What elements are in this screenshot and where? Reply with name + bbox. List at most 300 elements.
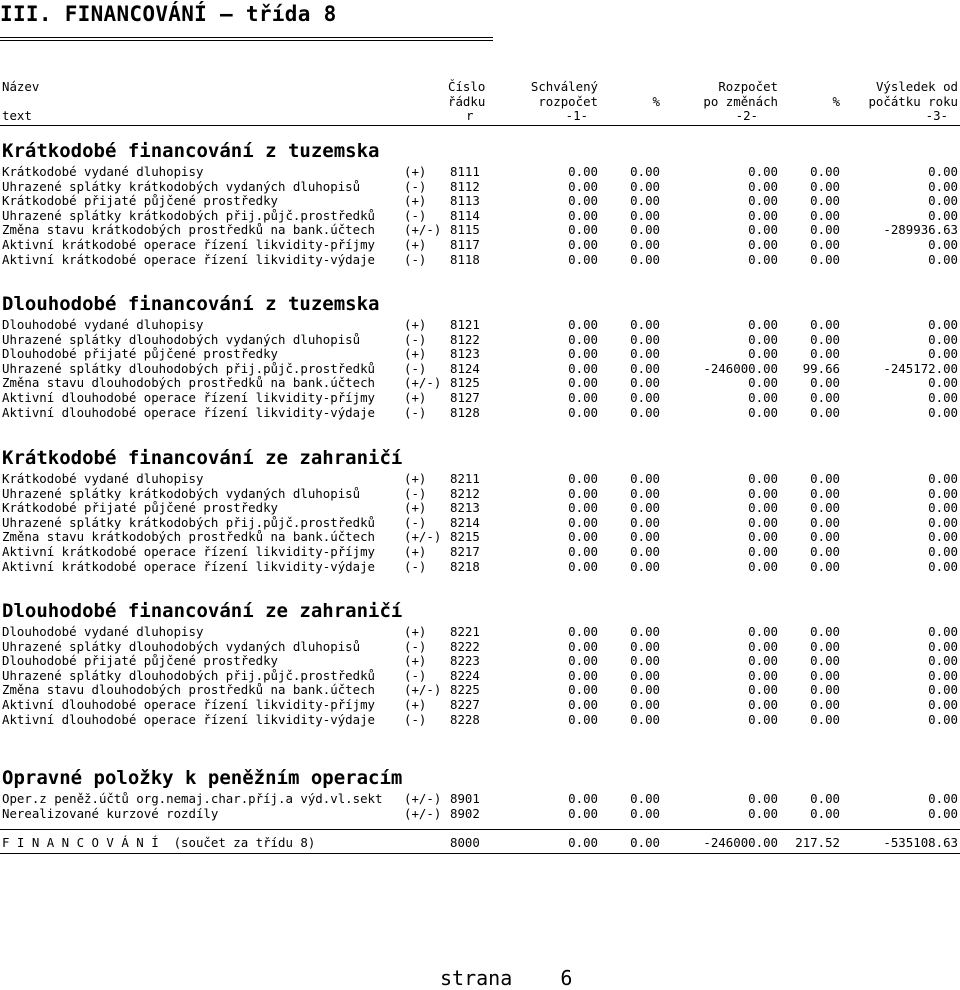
row-sign: (-)	[404, 207, 427, 223]
row-vysledek: 0.00	[928, 207, 958, 223]
table-row	[0, 317, 960, 332]
row-sign: (-)	[404, 404, 427, 420]
table-row	[0, 390, 960, 405]
row-vysledek: 0.00	[928, 178, 958, 194]
table-row	[0, 486, 960, 501]
row-rozpocet: 0.00	[748, 178, 778, 194]
row-rozpocet: 0.00	[748, 638, 778, 654]
row-code: 8901	[450, 791, 480, 806]
row-rozpocet: 0.00	[748, 529, 778, 545]
row-name: Aktivní dlouhodobé operace řízení likvidity-výdaje	[2, 404, 375, 420]
row-pct2: 0.00	[810, 682, 840, 698]
row-pct2: 0.00	[810, 251, 840, 267]
row-pct2: 99.66	[802, 360, 840, 376]
row-code: 8111	[450, 164, 480, 179]
row-sign: (+/-)	[404, 682, 442, 698]
row-name: Krátkodobé vydané dluhopisy	[2, 471, 204, 486]
table-row	[0, 179, 960, 194]
row-pct2: 0.00	[810, 317, 840, 332]
row-vysledek: 0.00	[928, 331, 958, 347]
row-sign: (+)	[404, 697, 427, 712]
row-schvaleny: 0.00	[568, 514, 598, 530]
row-vysledek: 0.00	[928, 805, 958, 821]
row-rozpocet: 0.00	[748, 667, 778, 683]
row-sign: (+)	[404, 544, 427, 559]
total-rozpocet: -246000.00	[703, 835, 778, 850]
section-heading: Dlouhodobé financování ze zahraničí	[2, 600, 403, 622]
row-pct1: 0.00	[630, 193, 660, 209]
row-code: 8214	[450, 514, 480, 530]
table-row	[0, 806, 960, 821]
row-sign: (+)	[404, 471, 427, 486]
row-sign: (-)	[404, 485, 427, 501]
row-pct1: 0.00	[630, 624, 660, 639]
row-pct1: 0.00	[630, 251, 660, 267]
row-rozpocet: 0.00	[748, 222, 778, 238]
row-pct1: 0.00	[630, 375, 660, 391]
row-rozpocet: 0.00	[748, 390, 778, 405]
header-pct1: %	[652, 94, 660, 109]
table-row	[0, 346, 960, 361]
row-pct1: 0.00	[630, 638, 660, 654]
row-code: 8113	[450, 193, 480, 209]
row-schvaleny: 0.00	[568, 529, 598, 545]
table-row	[0, 252, 960, 267]
total-rule-bottom	[0, 853, 960, 854]
row-code: 8225	[450, 682, 480, 698]
row-name: Dlouhodobé přijaté půjčené prostředky	[2, 346, 279, 362]
row-code: 8223	[450, 653, 480, 669]
row-pct2: 0.00	[810, 667, 840, 683]
row-vysledek: 0.00	[928, 544, 958, 559]
row-pct2: 0.00	[810, 207, 840, 223]
row-vysledek: 0.00	[928, 375, 958, 391]
row-vysledek: 0.00	[928, 711, 958, 727]
total-vysledek: -535108.63	[883, 835, 958, 850]
row-code: 8114	[450, 207, 480, 223]
row-code: 8122	[450, 331, 480, 347]
row-schvaleny: 0.00	[568, 360, 598, 376]
row-sign: (-)	[404, 711, 427, 727]
row-pct1: 0.00	[630, 697, 660, 712]
row-rozpocet: 0.00	[748, 514, 778, 530]
row-sign: (+)	[404, 500, 427, 516]
row-sign: (+)	[404, 624, 427, 639]
row-pct1: 0.00	[630, 500, 660, 516]
row-pct2: 0.00	[810, 485, 840, 501]
row-name: Dlouhodobé vydané dluhopisy	[2, 317, 204, 332]
row-schvaleny: 0.00	[568, 317, 598, 332]
row-vysledek: 0.00	[928, 471, 958, 486]
row-code: 8124	[450, 360, 480, 376]
row-schvaleny: 0.00	[568, 697, 598, 712]
row-name: Aktivní krátkodobé operace řízení likvidity-příjmy	[2, 237, 375, 252]
row-pct1: 0.00	[630, 667, 660, 683]
row-rozpocet: 0.00	[748, 697, 778, 712]
row-name: Krátkodobé přijaté půjčené prostředky	[2, 500, 279, 516]
row-pct2: 0.00	[810, 178, 840, 194]
table-row	[0, 682, 960, 697]
row-schvaleny: 0.00	[568, 375, 598, 391]
row-code: 8211	[450, 471, 480, 486]
row-rozpocet: 0.00	[748, 805, 778, 821]
row-sign: (+/-)	[404, 375, 442, 391]
row-pct2: 0.00	[810, 544, 840, 559]
row-code: 8228	[450, 711, 480, 727]
header-schvaleny-2: rozpočet	[538, 94, 598, 109]
title-rule	[0, 40, 493, 41]
row-pct2: 0.00	[810, 653, 840, 669]
header-r: r	[466, 108, 474, 123]
row-code: 8112	[450, 178, 480, 194]
row-code: 8221	[450, 624, 480, 639]
row-rozpocet: 0.00	[748, 404, 778, 420]
row-rozpocet: 0.00	[748, 251, 778, 267]
row-pct2: 0.00	[810, 331, 840, 347]
page-number: strana 6	[440, 966, 573, 990]
row-schvaleny: 0.00	[568, 178, 598, 194]
row-code: 8222	[450, 638, 480, 654]
row-vysledek: 0.00	[928, 667, 958, 683]
row-schvaleny: 0.00	[568, 711, 598, 727]
row-schvaleny: 0.00	[568, 207, 598, 223]
row-pct2: 0.00	[810, 471, 840, 486]
row-vysledek: 0.00	[928, 682, 958, 698]
row-pct2: 0.00	[810, 805, 840, 821]
row-sign: (+)	[404, 237, 427, 252]
row-code: 8215	[450, 529, 480, 545]
row-sign: (-)	[404, 667, 427, 683]
row-code: 8212	[450, 485, 480, 501]
row-rozpocet: 0.00	[748, 558, 778, 574]
row-rozpocet: 0.00	[748, 500, 778, 516]
row-sign: (+)	[404, 653, 427, 669]
row-pct2: 0.00	[810, 222, 840, 238]
row-vysledek: 0.00	[928, 346, 958, 362]
row-pct1: 0.00	[630, 805, 660, 821]
table-row	[0, 361, 960, 376]
row-sign: (-)	[404, 638, 427, 654]
table-row	[0, 405, 960, 420]
row-code: 8123	[450, 346, 480, 362]
row-pct2: 0.00	[810, 791, 840, 806]
row-schvaleny: 0.00	[568, 544, 598, 559]
header-rozpocet-2: po změnách	[703, 94, 778, 109]
row-name: Změna stavu dlouhodobých prostředků na bank.účtech	[2, 682, 375, 698]
row-pct1: 0.00	[630, 529, 660, 545]
row-pct2: 0.00	[810, 164, 840, 179]
row-rozpocet: 0.00	[748, 237, 778, 252]
header-vysledek-2: počátku roku	[868, 94, 958, 109]
row-schvaleny: 0.00	[568, 164, 598, 179]
row-schvaleny: 0.00	[568, 404, 598, 420]
row-schvaleny: 0.00	[568, 653, 598, 669]
row-schvaleny: 0.00	[568, 558, 598, 574]
total-rule-top	[0, 829, 960, 830]
header-pct2: %	[832, 94, 840, 109]
row-name: Krátkodobé vydané dluhopisy	[2, 164, 204, 179]
row-vysledek: 0.00	[928, 638, 958, 654]
row-rozpocet: 0.00	[748, 653, 778, 669]
row-name: Aktivní krátkodobé operace řízení likvidity-příjmy	[2, 544, 375, 559]
row-rozpocet: 0.00	[748, 346, 778, 362]
row-pct1: 0.00	[630, 471, 660, 486]
row-vysledek: -245172.00	[883, 360, 958, 376]
row-pct1: 0.00	[630, 360, 660, 376]
row-pct1: 0.00	[630, 222, 660, 238]
row-name: Uhrazené splátky krátkodobých přij.půjč.prostředků	[2, 514, 375, 530]
row-code: 8127	[450, 390, 480, 405]
row-vysledek: 0.00	[928, 164, 958, 179]
row-schvaleny: 0.00	[568, 331, 598, 347]
row-rozpocet: 0.00	[748, 193, 778, 209]
row-pct2: 0.00	[810, 514, 840, 530]
total-pct1: 0.00	[630, 835, 660, 850]
row-pct1: 0.00	[630, 485, 660, 501]
row-pct1: 0.00	[630, 558, 660, 574]
row-name: Aktivní krátkodobé operace řízení likvidity-výdaje	[2, 558, 375, 574]
row-sign: (+/-)	[404, 529, 442, 545]
table-row	[0, 697, 960, 712]
table-row	[0, 712, 960, 727]
row-rozpocet: 0.00	[748, 624, 778, 639]
table-row	[0, 500, 960, 515]
row-schvaleny: 0.00	[568, 500, 598, 516]
row-pct1: 0.00	[630, 682, 660, 698]
row-vysledek: 0.00	[928, 653, 958, 669]
total-row	[0, 835, 960, 850]
row-pct1: 0.00	[630, 514, 660, 530]
row-sign: (+)	[404, 390, 427, 405]
row-rozpocet: 0.00	[748, 544, 778, 559]
row-rozpocet: 0.00	[748, 331, 778, 347]
row-name: Uhrazené splátky dlouhodobých přij.půjč.prostředků	[2, 667, 375, 683]
row-pct2: 0.00	[810, 529, 840, 545]
row-code: 8218	[450, 558, 480, 574]
row-schvaleny: 0.00	[568, 251, 598, 267]
header-vysledek: Výsledek od	[875, 79, 958, 94]
table-row	[0, 208, 960, 223]
row-pct1: 0.00	[630, 653, 660, 669]
table-row	[0, 624, 960, 639]
row-pct2: 0.00	[810, 624, 840, 639]
header-cislo-2: řádku	[448, 94, 486, 109]
row-sign: (-)	[404, 558, 427, 574]
row-name: Aktivní dlouhodobé operace řízení likvidity-výdaje	[2, 711, 375, 727]
row-pct1: 0.00	[630, 346, 660, 362]
row-rozpocet: 0.00	[748, 711, 778, 727]
row-vysledek: 0.00	[928, 485, 958, 501]
row-sign: (-)	[404, 360, 427, 376]
row-pct1: 0.00	[630, 164, 660, 179]
row-sign: (+/-)	[404, 222, 442, 238]
table-row	[0, 559, 960, 574]
row-code: 8224	[450, 667, 480, 683]
header-col1: -1-	[565, 108, 588, 123]
row-pct1: 0.00	[630, 711, 660, 727]
row-code: 8213	[450, 500, 480, 516]
row-code: 8121	[450, 317, 480, 332]
total-pct2: 217.52	[795, 835, 840, 850]
row-vysledek: 0.00	[928, 237, 958, 252]
row-sign: (+)	[404, 193, 427, 209]
table-row	[0, 529, 960, 544]
row-name: Nerealizované kurzové rozdíly	[2, 805, 219, 821]
row-schvaleny: 0.00	[568, 667, 598, 683]
header-col3: -3-	[925, 108, 948, 123]
table-row	[0, 639, 960, 654]
row-code: 8118	[450, 251, 480, 267]
page-title: III. FINANCOVÁNÍ – třída 8	[0, 2, 337, 26]
row-sign: (+)	[404, 317, 427, 332]
row-code: 8128	[450, 404, 480, 420]
row-name: Aktivní dlouhodobé operace řízení likvidity-příjmy	[2, 390, 375, 405]
row-schvaleny: 0.00	[568, 638, 598, 654]
row-vysledek: 0.00	[928, 193, 958, 209]
row-sign: (+)	[404, 346, 427, 362]
table-row	[0, 222, 960, 237]
row-name: Uhrazené splátky krátkodobých přij.půjč.prostředků	[2, 207, 375, 223]
table-row	[0, 515, 960, 530]
section-heading: Krátkodobé financování z tuzemska	[2, 140, 380, 162]
row-name: Uhrazené splátky krátkodobých vydaných dluhopisů	[2, 178, 361, 194]
row-pct2: 0.00	[810, 558, 840, 574]
row-name: Změna stavu dlouhodobých prostředků na bank.účtech	[2, 375, 375, 391]
total-code: 8000	[450, 835, 480, 850]
row-name: Krátkodobé přijaté půjčené prostředky	[2, 193, 279, 209]
row-rozpocet: -246000.00	[703, 360, 778, 376]
header-rule	[0, 125, 960, 126]
row-name: Aktivní krátkodobé operace řízení likvidity-výdaje	[2, 251, 375, 267]
table-row	[0, 332, 960, 347]
row-pct2: 0.00	[810, 711, 840, 727]
row-pct1: 0.00	[630, 404, 660, 420]
row-name: Uhrazené splátky dlouhodobých přij.půjč.prostředků	[2, 360, 375, 376]
row-rozpocet: 0.00	[748, 207, 778, 223]
row-vysledek: 0.00	[928, 529, 958, 545]
row-vysledek: 0.00	[928, 390, 958, 405]
row-pct2: 0.00	[810, 375, 840, 391]
row-vysledek: 0.00	[928, 558, 958, 574]
row-pct2: 0.00	[810, 638, 840, 654]
row-rozpocet: 0.00	[748, 471, 778, 486]
row-name: Oper.z peněž.účtů org.nemaj.char.příj.a výd.vl.sekt	[2, 791, 383, 806]
row-sign: (-)	[404, 514, 427, 530]
row-schvaleny: 0.00	[568, 791, 598, 806]
row-code: 8115	[450, 222, 480, 238]
table-row	[0, 471, 960, 486]
header-rozpocet: Rozpočet	[718, 79, 778, 94]
row-schvaleny: 0.00	[568, 222, 598, 238]
header-col2: -2-	[735, 108, 758, 123]
row-schvaleny: 0.00	[568, 390, 598, 405]
row-rozpocet: 0.00	[748, 485, 778, 501]
table-row	[0, 653, 960, 668]
row-vysledek: 0.00	[928, 404, 958, 420]
table-row	[0, 375, 960, 390]
row-code: 8902	[450, 805, 480, 821]
row-name: Dlouhodobé vydané dluhopisy	[2, 624, 204, 639]
row-code: 8117	[450, 237, 480, 252]
header-name: Název	[2, 79, 40, 94]
row-pct2: 0.00	[810, 697, 840, 712]
row-name: Aktivní dlouhodobé operace řízení likvidity-příjmy	[2, 697, 375, 712]
row-name: Uhrazené splátky krátkodobých vydaných dluhopisů	[2, 485, 361, 501]
section-heading: Krátkodobé financování ze zahraničí	[2, 447, 403, 469]
table-row	[0, 237, 960, 252]
section-heading: Opravné položky k peněžním operacím	[2, 767, 403, 789]
row-pct1: 0.00	[630, 207, 660, 223]
title-rule	[0, 37, 493, 38]
row-rozpocet: 0.00	[748, 375, 778, 391]
row-pct2: 0.00	[810, 500, 840, 516]
row-code: 8227	[450, 697, 480, 712]
table-row	[0, 544, 960, 559]
row-schvaleny: 0.00	[568, 624, 598, 639]
row-pct2: 0.00	[810, 237, 840, 252]
row-rozpocet: 0.00	[748, 682, 778, 698]
row-pct1: 0.00	[630, 331, 660, 347]
row-pct1: 0.00	[630, 237, 660, 252]
row-pct1: 0.00	[630, 791, 660, 806]
row-pct1: 0.00	[630, 178, 660, 194]
header-text: text	[2, 108, 32, 123]
row-pct1: 0.00	[630, 544, 660, 559]
row-vysledek: 0.00	[928, 514, 958, 530]
row-pct2: 0.00	[810, 346, 840, 362]
row-pct1: 0.00	[630, 390, 660, 405]
total-schvaleny: 0.00	[568, 835, 598, 850]
row-vysledek: 0.00	[928, 500, 958, 516]
total-label: F I N A N C O V Á N Í (součet za třídu 8)	[2, 835, 316, 850]
row-sign: (+/-)	[404, 791, 442, 806]
row-sign: (-)	[404, 251, 427, 267]
row-vysledek: 0.00	[928, 791, 958, 806]
row-schvaleny: 0.00	[568, 193, 598, 209]
row-code: 8125	[450, 375, 480, 391]
row-schvaleny: 0.00	[568, 346, 598, 362]
row-rozpocet: 0.00	[748, 791, 778, 806]
row-pct2: 0.00	[810, 404, 840, 420]
row-schvaleny: 0.00	[568, 471, 598, 486]
row-schvaleny: 0.00	[568, 485, 598, 501]
row-schvaleny: 0.00	[568, 682, 598, 698]
row-code: 8217	[450, 544, 480, 559]
row-vysledek: 0.00	[928, 251, 958, 267]
row-name: Změna stavu krátkodobých prostředků na bank.účtech	[2, 222, 375, 238]
row-vysledek: 0.00	[928, 624, 958, 639]
row-sign: (+)	[404, 164, 427, 179]
header-cislo: Číslo	[448, 79, 486, 94]
section-heading: Dlouhodobé financování z tuzemska	[2, 293, 380, 315]
row-rozpocet: 0.00	[748, 164, 778, 179]
row-sign: (-)	[404, 331, 427, 347]
table-row	[0, 668, 960, 683]
row-rozpocet: 0.00	[748, 317, 778, 332]
row-name: Dlouhodobé přijaté půjčené prostředky	[2, 653, 279, 669]
row-name: Uhrazené splátky dlouhodobých vydaných dluhopisů	[2, 331, 361, 347]
row-sign: (+/-)	[404, 805, 442, 821]
row-pct2: 0.00	[810, 193, 840, 209]
table-row	[0, 164, 960, 179]
row-name: Změna stavu krátkodobých prostředků na bank.účtech	[2, 529, 375, 545]
row-vysledek: 0.00	[928, 317, 958, 332]
row-name: Uhrazené splátky dlouhodobých vydaných dluhopisů	[2, 638, 361, 654]
row-pct1: 0.00	[630, 317, 660, 332]
row-vysledek: 0.00	[928, 697, 958, 712]
row-pct2: 0.00	[810, 390, 840, 405]
row-sign: (-)	[404, 178, 427, 194]
